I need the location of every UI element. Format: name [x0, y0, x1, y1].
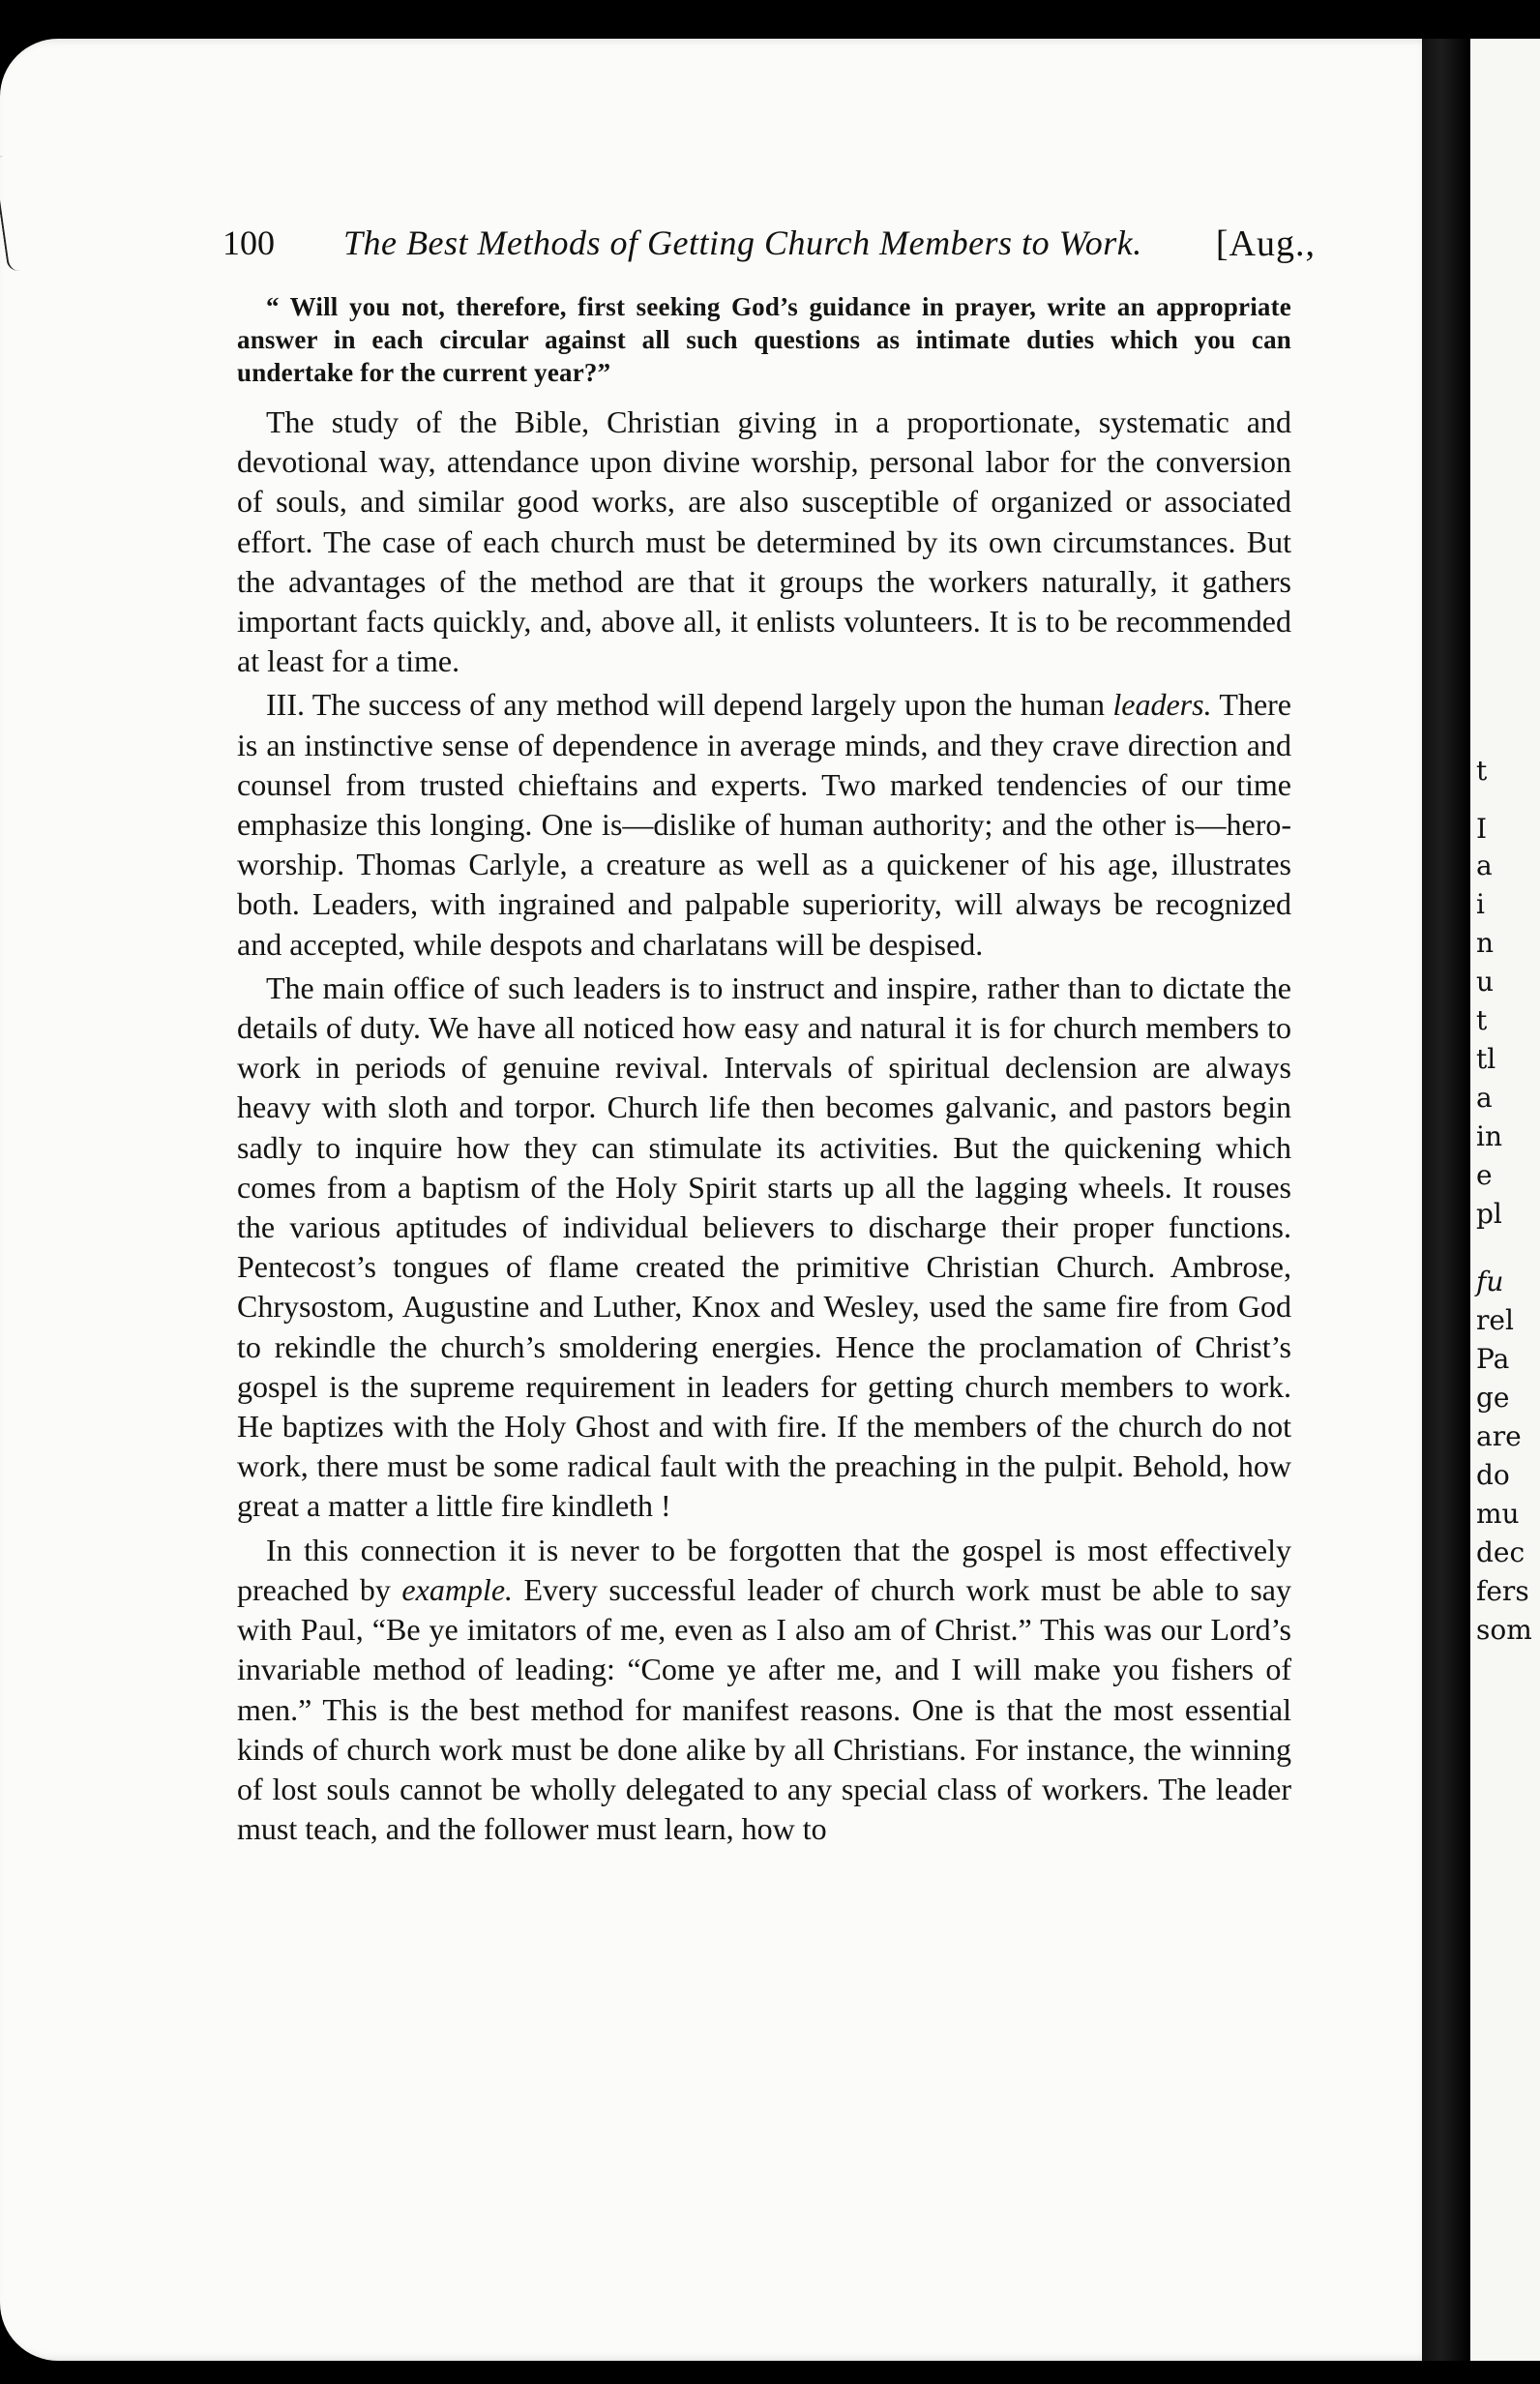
article-body: [237, 290, 1291, 1853]
next-page-fragment: pl: [1476, 1198, 1502, 1230]
next-page-fragment: fu: [1476, 1266, 1504, 1297]
running-title: The Best Methods of Getting Church Members to Work.: [343, 224, 1142, 262]
next-page-fragment: a: [1476, 849, 1493, 881]
next-page-fragment: dec: [1476, 1536, 1525, 1568]
paragraph: [237, 968, 1291, 1527]
page-number: 100: [222, 224, 275, 262]
next-page-fragment: som: [1476, 1614, 1532, 1646]
book-gutter: [1422, 39, 1470, 2361]
next-page-fragment: mu: [1476, 1498, 1520, 1530]
adjacent-page-edge: [1470, 39, 1540, 2361]
paragraph-text: III. The success of any method will depend largely upon the human: [266, 687, 1113, 723]
next-page-fragment: i: [1476, 888, 1485, 920]
paragraph: [237, 402, 1291, 681]
paragraph-text: The study of the Bible, Christian giving in a proportionate, systematic and devotional way, attendance upon divine worship, personal labor for the conversion of souls, and similar good works, are also susceptible of organized or associated effort. The case of each church must be determined by its own circumstances. But the advantages of the method are that it groups the workers naturally, it gathers important facts quickly, and, above all, it enlists volunteers. It is to be recommended at least for a time.: [237, 404, 1291, 679]
next-page-fragment: ge: [1476, 1382, 1510, 1414]
paragraph-text: There is an instinctive sense of dependence in average minds, and they crave direction and counsel from trusted chieftains and experts. Two marked tendencies of our time emphasize this longing. One is—dislike of human authority; and the other is—hero-worship. Thomas Carlyle, a creature as well as a quickener of his age, illustrates both. Leaders, with ingrained and palpable superiority, will always be recognized and accepted, while despots and charlatans will be despised.: [237, 687, 1292, 962]
paragraph-text: In this connection it is never to be forgotten that the gospel is most effectively preached by: [237, 1532, 1291, 1607]
scan-edge-mark: [0, 154, 35, 273]
next-page-fragment: do: [1476, 1459, 1510, 1491]
paragraph-text: The main office of such leaders is to instruct and inspire, rather than to dictate the details of duty. We have all noticed how easy and natural it is for church members to work in periods of genuine revival. Intervals of spiritual declension are always heavy with sloth and torpor. Church life then becomes galvanic, and pastors begin sadly to inquire how they can stimulate its activities. But the quickening which comes from a baptism of the Holy Spirit starts up all the lagging wheels. It rouses the various aptitudes of individual believers to discharge their proper functions. Pentecost’s tongues of flame created the primitive Christian Church. Ambrose, Chrysostom, Augustine and Luther, Knox and Wesley, used the same fire from God to rekindle the church’s smoldering energies. Hence the proclamation of Christ’s gospel is the supreme requirement in leaders for getting church members to work. He baptizes with the Holy Ghost and with fire. If the members of the church do not work, there must be some radical fault with the preaching in the pulpit. Behold, how great a matter a little fire kindleth !: [237, 969, 1291, 1524]
circular-quote: “ Will you not, therefore, first seeking God’s guidance in prayer, write an appropriate answer in each circular against all such questions as intimate duties which you can undertake for the current year?”: [237, 292, 1291, 387]
next-page-fragment: n: [1476, 927, 1495, 959]
running-header: [222, 223, 1316, 271]
next-page-fragment: a: [1476, 1082, 1493, 1114]
next-page-fragment: rel: [1476, 1304, 1514, 1336]
next-page-fragment: t: [1476, 1004, 1488, 1036]
emphasis-text: example.: [401, 1571, 514, 1607]
paragraph-text: Every successful leader of church work must be able to say with Paul, “Be ye imitators of me, even as I also am of Christ.” This was our Lord’s invariable method of leading: “Come ye after me, and I will make you fishers of men.” This is the best method for manifest reasons. One is that the most essential kinds of church work must be done alike by all Christians. For instance, the winning of lost souls cannot be wholly delegated to any special class of workers. The leader must teach, and the follower must learn, how to: [237, 1571, 1292, 1847]
next-page-fragment: u: [1476, 966, 1495, 998]
next-page-fragment: in: [1476, 1120, 1502, 1152]
next-page-fragment: fers: [1476, 1575, 1529, 1607]
next-page-fragment: I: [1476, 813, 1488, 845]
next-page-fragment: Pa: [1476, 1343, 1510, 1375]
next-page-fragment: are: [1476, 1420, 1522, 1452]
paragraph: [237, 1531, 1291, 1850]
issue-date: [Aug.,: [1215, 224, 1316, 264]
next-page-fragment: e: [1476, 1159, 1493, 1191]
paragraph: [237, 685, 1291, 964]
next-page-fragment: t: [1476, 755, 1488, 787]
next-page-fragment: tl: [1476, 1043, 1496, 1075]
emphasis-text: leaders.: [1112, 687, 1212, 723]
